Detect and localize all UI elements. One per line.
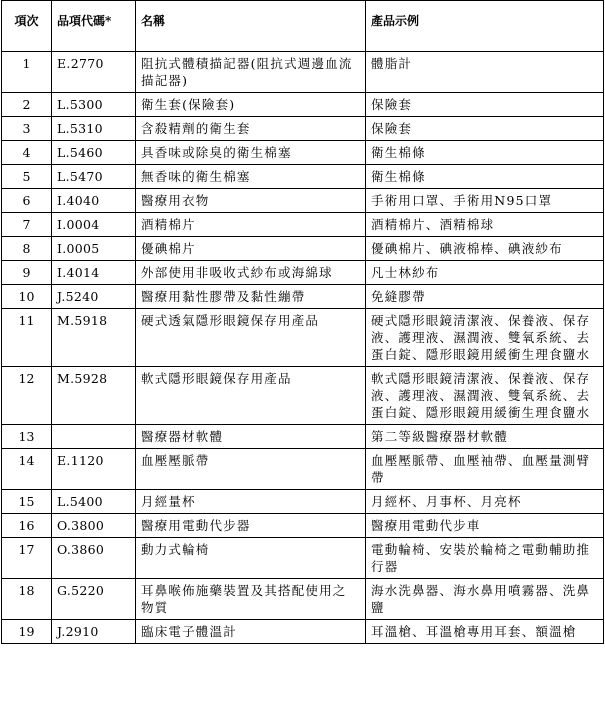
item-code-cell: J.2910 xyxy=(52,620,136,644)
item-name-cell: 動力式輪椅 xyxy=(136,538,366,579)
item-number-cell: 14 xyxy=(2,449,52,490)
item-number-cell: 8 xyxy=(2,237,52,261)
item-code-cell: L.5470 xyxy=(52,165,136,189)
item-number-cell: 4 xyxy=(2,141,52,165)
item-name-cell: 優碘棉片 xyxy=(136,237,366,261)
item-code-cell: E.1120 xyxy=(52,449,136,490)
item-name-cell: 阻抗式體積描記器(阻抗式週邊血流描記器) xyxy=(136,52,366,93)
item-name-cell: 耳鼻喉佈施藥裝置及其搭配使用之物質 xyxy=(136,579,366,620)
item-code-cell: I.0004 xyxy=(52,213,136,237)
item-name-cell: 醫療用黏性膠帶及黏性繃帶 xyxy=(136,285,366,309)
item-name-cell: 衛生套(保險套) xyxy=(136,93,366,117)
item-code-cell: I.4040 xyxy=(52,189,136,213)
product-example-cell: 第二等級醫療器材軟體 xyxy=(366,425,604,449)
product-example-cell: 月經杯、月事杯、月亮杯 xyxy=(366,490,604,514)
item-number-cell: 6 xyxy=(2,189,52,213)
item-code-cell: E.2770 xyxy=(52,52,136,93)
product-items-table xyxy=(1,0,604,644)
product-example-cell: 海水洗鼻器、海水鼻用噴霧器、洗鼻鹽 xyxy=(366,579,604,620)
item-number-cell: 11 xyxy=(2,309,52,367)
header-name: 名稱 xyxy=(136,1,366,52)
table-row xyxy=(2,117,604,141)
item-number-cell: 5 xyxy=(2,165,52,189)
item-number-cell: 2 xyxy=(2,93,52,117)
item-name-cell: 醫療用衣物 xyxy=(136,189,366,213)
item-name-cell: 硬式透氣隱形眼鏡保存用產品 xyxy=(136,309,366,367)
item-number-cell: 7 xyxy=(2,213,52,237)
table-row xyxy=(2,285,604,309)
item-name-cell: 酒精棉片 xyxy=(136,213,366,237)
table-row xyxy=(2,189,604,213)
item-code-cell: O.3860 xyxy=(52,538,136,579)
table-header-row xyxy=(2,1,604,52)
table-row xyxy=(2,213,604,237)
table-row xyxy=(2,309,604,367)
table-row xyxy=(2,52,604,93)
header-item-number: 項次 xyxy=(2,1,52,52)
item-code-cell: I.4014 xyxy=(52,261,136,285)
header-product-example: 產品示例 xyxy=(366,1,604,52)
product-example-cell: 血壓壓脈帶、血壓袖帶、血壓量測臂帶 xyxy=(366,449,604,490)
item-name-cell: 含殺精劑的衛生套 xyxy=(136,117,366,141)
product-example-cell: 電動輪椅、安裝於輪椅之電動輔助推行器 xyxy=(366,538,604,579)
item-name-cell: 醫療器材軟體 xyxy=(136,425,366,449)
table-row xyxy=(2,141,604,165)
item-number-cell: 16 xyxy=(2,514,52,538)
table-row xyxy=(2,538,604,579)
item-number-cell: 13 xyxy=(2,425,52,449)
item-number-cell: 19 xyxy=(2,620,52,644)
item-name-cell: 無香味的衛生棉塞 xyxy=(136,165,366,189)
table-row xyxy=(2,490,604,514)
table-row xyxy=(2,514,604,538)
item-name-cell: 血壓壓脈帶 xyxy=(136,449,366,490)
table-row xyxy=(2,367,604,425)
product-example-cell: 衛生棉條 xyxy=(366,165,604,189)
item-code-cell: I.0005 xyxy=(52,237,136,261)
item-number-cell: 15 xyxy=(2,490,52,514)
product-example-cell: 免縫膠帶 xyxy=(366,285,604,309)
item-code-cell: L.5460 xyxy=(52,141,136,165)
item-code-cell: L.5310 xyxy=(52,117,136,141)
table-row xyxy=(2,579,604,620)
header-item-code: 品項代碼* xyxy=(52,1,136,52)
table-row xyxy=(2,425,604,449)
item-code-cell: O.3800 xyxy=(52,514,136,538)
item-code-cell: M.5918 xyxy=(52,309,136,367)
product-example-cell: 耳溫槍、耳溫槍專用耳套、額溫槍 xyxy=(366,620,604,644)
table-row xyxy=(2,165,604,189)
item-number-cell: 3 xyxy=(2,117,52,141)
product-example-cell: 酒精棉片、酒精棉球 xyxy=(366,213,604,237)
product-example-cell: 手術用口罩、手術用N95口罩 xyxy=(366,189,604,213)
item-code-cell: G.5220 xyxy=(52,579,136,620)
item-number-cell: 9 xyxy=(2,261,52,285)
item-code-cell: J.5240 xyxy=(52,285,136,309)
table-row xyxy=(2,449,604,490)
item-number-cell: 1 xyxy=(2,52,52,93)
product-example-cell: 凡士林紗布 xyxy=(366,261,604,285)
product-example-cell: 醫療用電動代步車 xyxy=(366,514,604,538)
item-code-cell: L.5300 xyxy=(52,93,136,117)
product-example-cell: 體脂計 xyxy=(366,52,604,93)
item-name-cell: 具香味或除臭的衛生棉塞 xyxy=(136,141,366,165)
product-example-cell: 優碘棉片、碘液棉棒、碘液紗布 xyxy=(366,237,604,261)
item-number-cell: 17 xyxy=(2,538,52,579)
product-example-cell: 衛生棉條 xyxy=(366,141,604,165)
table-row xyxy=(2,620,604,644)
product-example-cell: 硬式隱形眼鏡清潔液、保養液、保存液、護理液、濕潤液、雙氧系統、去蛋白錠、隱形眼鏡用緩衝生理食鹽水 xyxy=(366,309,604,367)
table-row xyxy=(2,237,604,261)
table-body xyxy=(2,52,604,644)
item-number-cell: 10 xyxy=(2,285,52,309)
product-example-cell: 軟式隱形眼鏡清潔液、保養液、保存液、護理液、濕潤液、雙氧系統、去蛋白錠、隱形眼鏡用緩衝生理食鹽水 xyxy=(366,367,604,425)
item-name-cell: 臨床電子體溫計 xyxy=(136,620,366,644)
item-name-cell: 月經量杯 xyxy=(136,490,366,514)
item-name-cell: 醫療用電動代步器 xyxy=(136,514,366,538)
item-code-cell: M.5928 xyxy=(52,367,136,425)
item-code-cell xyxy=(52,425,136,449)
product-example-cell: 保險套 xyxy=(366,117,604,141)
item-name-cell: 軟式隱形眼鏡保存用產品 xyxy=(136,367,366,425)
table-row xyxy=(2,261,604,285)
table-row xyxy=(2,93,604,117)
product-example-cell: 保險套 xyxy=(366,93,604,117)
item-number-cell: 18 xyxy=(2,579,52,620)
item-number-cell: 12 xyxy=(2,367,52,425)
item-name-cell: 外部使用非吸收式紗布或海綿球 xyxy=(136,261,366,285)
item-code-cell: L.5400 xyxy=(52,490,136,514)
